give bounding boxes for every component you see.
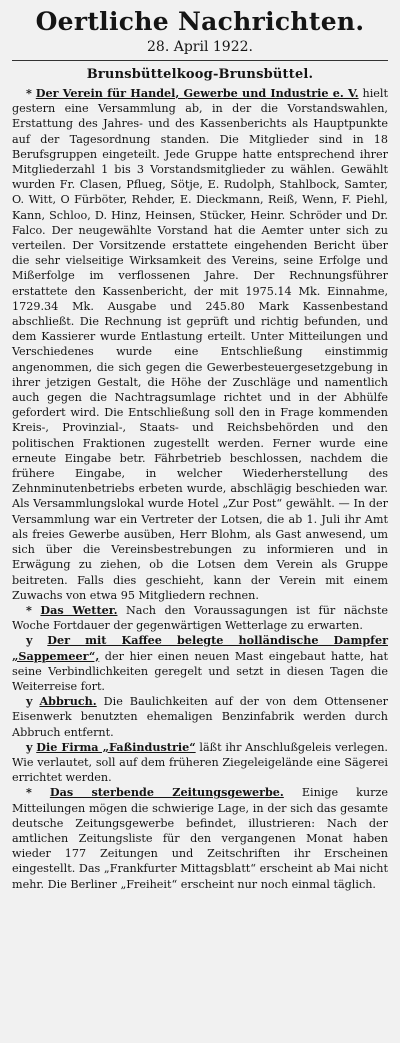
article-lead: Das sterbende Zeitungsgewerbe.: [49, 785, 284, 800]
paragraph-marker: y: [26, 633, 33, 648]
paragraph-marker: *: [26, 602, 32, 617]
section-heading: Brunsbüttelkoog-Brunsbüttel.: [86, 67, 314, 82]
article-paragraph: [12, 785, 388, 891]
article-paragraph: [12, 603, 388, 633]
masthead-title: Oertliche Nachrichten.: [35, 7, 365, 36]
article-paragraph: [12, 633, 388, 694]
issue-date: 28. April 1922.: [147, 39, 253, 55]
article-lead: Die Firma „Faßindustrie“: [36, 739, 196, 754]
article-text: hielt gestern eine Versammlung ab, in der die Vorstandswahlen, Erstattung des Jahres- und des Kassenberichts als Hauptpunkte auf der Tagesordnung standen. Die Mitglieder sind in 18 Berufsgruppen eingeteilt. Jede Gruppe hatte entsprechend ihrer Mitgliederzahl 1 bis 3 Vorstandsmitglieder zu wählen. Gewählt wurden Fr. Clasen, Pflueg, Sötje, E. Rudolph, Stahlbock, Samter, O. Witt, O Fürböter, Rehder, E. Dieckmann, Reiß, Wenn, F. Piehl, Kann, Schloo, D. Hinz, Heinsen, Stücker, Heinr. Schröder und Dr. Falco. Der neugewählte Vorstand hat die Aemter unter sich zu verteilen. Der Vorsitzende erstattete eingehenden Bericht über die sehr vielseitige Wirksamkeit des Vereins, seine Erfolge und Mißerfolge im verflossenen Jahre. Der Rechnungsführer erstattete den Kassenbericht, der mit 1975.14 Mk. Einnahme, 1729.34 Mk. Ausgabe und 245.80 Mark Kassenbestand abschließt. Die Rechnung ist geprüft und richtig befunden, und dem Kassierer wurde Entlastung erteilt. Unter Mitteilungen und Verschiedenes wurde eine Entschließung einstimmig angenommen, die sich gegen die Gewerbesteuergesetzgebung in ihrer jetzigen Gestalt, die Höhe der Zuschläge und namentlich auch gegen die Nachtragsumlage richtet und in der Abhülfe gefordert wird. Die Entschließung soll den in Frage kommenden Kreis-, Provinzial-, Staats- und Reichsbehörden und den politischen Fraktionen zugestellt werden. Ferner wurde eine erneute Eingabe betr. Fährbetrieb beschlossen, nachdem die frühere Eingabe, in welcher Wiederherstellung des Zehnminutenbetriebs erbeten wurde, abschlägig beschieden war. Als Versammlungslokal wurde Hotel „Zur Post“ gewählt. — In der Versammlung war ein Vertreter der Lotsen, die ab 1. Juli ihr Amt als freies Gewerbe ausüben, Herr Blohm, als Gast anwesend, um sich über die Vereinsbestrebungen zu informieren und in Erwägung zu ziehen, ob die Lotsen dem Verein als Gruppe beitreten. Falls dies geschieht, kann der Verein mit einem Zuwachs von etwa 95 Mitgliedern rechnen.: [12, 87, 388, 602]
paragraph-marker: *: [26, 785, 32, 800]
article-paragraph: [12, 740, 388, 786]
article-paragraph: [12, 86, 388, 603]
article-text: Einige kurze Mitteilungen mögen die schwierige Lage, in der sich das gesamte deutsche Zeitungsgewerbe befindet, illustrieren: Nach der amtlichen Zeitungsliste für den vergangenen Monat haben wieder 177 Zeitungen und Zeitschriften ihr Erscheinen eingestellt. Das „Frankfurter Mittagsblatt“ erscheint ab Mai nicht mehr. Die Berliner „Freiheit“ erscheint nur noch einmal täglich.: [12, 786, 389, 891]
article-text: Nach den Voraussagungen ist für nächste Woche Fortdauer der gegenwärtigen Wetterlage zu erwarten.: [12, 603, 388, 633]
article-lead: Der mit Kaffee belegte holländische Dampfer „Sappemeer“,: [12, 633, 388, 663]
article-lead: Der Verein für Handel, Gewerbe und Industrie e. V.: [35, 86, 359, 100]
paragraph-marker: y: [26, 694, 33, 709]
article-lead: Abbruch.: [39, 694, 97, 709]
article-text: läßt ihr Anschlußgeleis verlegen. Wie verlautet, soll auf dem früheren Ziegeleigelände eine Sägerei errichtet werden.: [12, 740, 388, 785]
article-text: der hier einen neuen Mast eingebaut hatte, hat seine Verbindlichkeiten geregelt und setzt in diesen Tagen die Weiterreise fort.: [12, 649, 389, 693]
paragraph-marker: *: [26, 86, 32, 100]
paragraph-marker: y: [26, 739, 33, 754]
article-text: Die Baulichkeiten auf der von dem Ottensener Eisenwerk benutzten ehemaligen Benzinfabrik werden durch Abbruch entfernt.: [12, 695, 388, 739]
article-paragraph: [12, 694, 388, 740]
article-lead: Das Wetter.: [40, 602, 118, 617]
divider: [12, 60, 388, 61]
